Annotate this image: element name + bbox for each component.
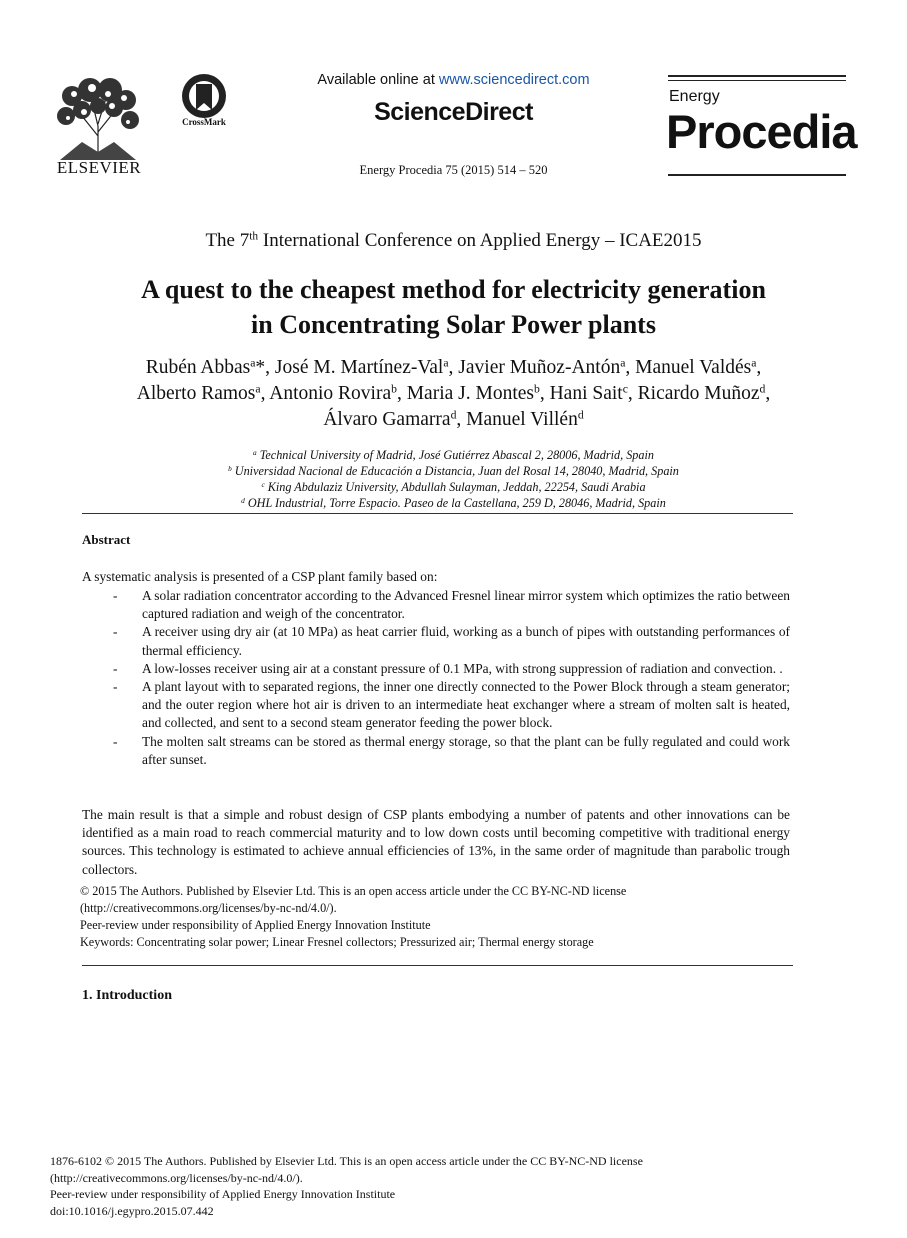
author-name: Maria J. Montes [406,383,534,404]
journal-name-small: Energy [669,88,720,105]
conference-line [0,230,907,252]
conference-post: International Conference on Applied Energy – ICAE2015 [258,230,702,251]
author-name: Antonio Rovira [269,383,392,404]
author-affil-mark: a [751,356,757,370]
author-name: Manuel Valdés [635,357,752,378]
footer-copyright: 1876-6102 © 2015 The Authors. Published by Elsevier Ltd. This is an open access article under the CC BY-NC-ND license [50,1154,643,1168]
author-affil-mark: a [443,356,449,370]
author-name: José M. Martínez-Val [274,357,444,378]
author-line: Alberto Ramos$^a$, Antonio Rovira$^b$, Maria J. Montes$^b$, Hani Sait$^c$, Ricardo Muñoz$^d$, [136,382,771,404]
journal-rule [668,75,846,77]
publisher-name: ELSEVIER [56,158,142,177]
crossmark-label: CrossMark [182,117,226,127]
author-affil-mark: d [759,382,766,396]
separator-rule [82,513,793,514]
peer-review-line: Peer-review under responsibility of Applied Energy Innovation Institute [80,918,431,932]
author-name: Manuel Villén [466,409,578,430]
author-line: Álvaro Gamarra$^d$, Manuel Villén$^d$ [323,408,584,430]
footer-doi[interactable]: doi:10.1016/j.egypro.2015.07.442 [50,1203,214,1218]
author-affil-mark: d [450,408,457,422]
author-affil-mark: c [622,382,628,396]
author-affil-mark: d [577,408,584,422]
author-name: Javier Muñoz-Antón [458,357,621,378]
affiliation: $^c$ King Abdulaziz University, Abdullah Sulayman, Jeddah, 22254, Saudi Arabia [261,479,646,494]
sciencedirect-logo: ScienceDirect [374,98,533,126]
journal-reference: Energy Procedia 75 (2015) 514 – 520 [359,163,548,177]
abstract-conclusion: The main result is that a simple and robust design of CSP plants embodying a number of patents and other innovations can be identified as a main road to reach commercial maturity and to low down costs until becoming competitive with traditional energy sources. This technology is estimated to achieve annual efficiencies of 13%, in the same order of magnitude than parabolic trough collectors. [82,807,790,877]
author-affil-mark: a [250,356,256,370]
conference-pre: The 7 [205,230,250,251]
affiliation: $^a$ Technical University of Madrid, José Gutiérrez Abascal 2, 28006, Madrid, Spain [253,447,654,462]
author-affil-mark: a [620,356,626,370]
journal-rule [668,174,846,176]
author-name: Ricardo Muñoz [637,383,760,404]
affiliation: $^d$ OHL Industrial, Torre Espacio. Paseo de la Castellana, 259 D, 28046, Madrid, Spain [241,495,666,510]
corresponding-mark: * [255,357,266,378]
article-meta [80,883,800,951]
author-line: Rubén Abbas$^a$*, José M. Martínez-Val$^a$, Javier Muñoz-Antón$^a$, Manuel Valdés$^a$, [145,356,762,378]
list-item: - A solar radiation concentrator according to the Advanced Fresnel linear mirror system which optimizes the ratio between captured radiation and weigh of the concentrator. [113,588,790,622]
sciencedirect-link[interactable]: www.sciencedirect.com [438,72,590,88]
author-name: Hani Sait [549,383,623,404]
title-line: in Concentrating Solar Power plants [251,310,656,339]
title-line: A quest to the cheapest method for electricity generation [141,275,766,304]
page-footer [50,1153,810,1219]
abstract-heading: Abstract [82,532,131,547]
author-affil-mark: b [534,382,540,396]
author-name: Alberto Ramos [136,383,256,404]
author-name: Álvaro Gamarra [323,409,451,430]
available-online-text: Available online at [317,72,439,88]
conference-sup: th [249,230,259,243]
author-list [40,355,867,433]
abstract-bullet-list [82,587,790,769]
footer-license-link[interactable]: (http://creativecommons.org/licenses/by-nc-nd/4.0/). [50,1170,303,1185]
section-heading: 1. Introduction [82,988,172,1003]
abstract-intro: A systematic analysis is presented of a CSP plant family based on: [82,569,438,584]
author-name: Rubén Abbas [145,357,251,378]
list-item: - A low-losses receiver using air at a constant pressure of 0.1 MPa, with strong suppression of radiation and convection. . [113,660,783,676]
affiliation-list [40,447,867,511]
license-link[interactable]: (http://creativecommons.org/licenses/by-nc-nd/4.0/). [80,901,337,915]
list-item: - A receiver using dry air (at 10 MPa) as heat carrier fluid, working as a bunch of pipes with outstanding performances of thermal efficiency. [113,624,790,658]
journal-name-big: Procedia [666,105,857,158]
separator-rule [82,965,793,966]
author-affil-mark: a [255,382,261,396]
list-item: - A plant layout with to separated regions, the inner one directly connected to the Power Block through a steam generator; and the outer region where hot air is driven to an intermediate heat exchanger where a stream of molten salt is heated, and collected, and sent to a second steam generator feeding the power block. [113,679,790,731]
list-item: - The molten salt streams can be stored as thermal energy storage, so that the plant can be fully regulated and could work after sunset. [113,733,790,767]
author-affil-mark: b [391,382,397,396]
keywords-line: Keywords: Concentrating solar power; Linear Fresnel collectors; Pressurized air; Thermal energy storage [80,935,594,949]
footer-peer-review: Peer-review under responsibility of Applied Energy Innovation Institute [50,1187,396,1201]
paper-title [40,272,867,342]
journal-rule [668,80,846,81]
copyright-line: © 2015 The Authors. Published by Elsevier Ltd. This is an open access article under the CC BY-NC-ND license [80,884,627,898]
affiliation: $^b$ Universidad Nacional de Educación a Distancia, Juan del Rosal 14, 28040, Madrid, Spain [228,463,679,478]
